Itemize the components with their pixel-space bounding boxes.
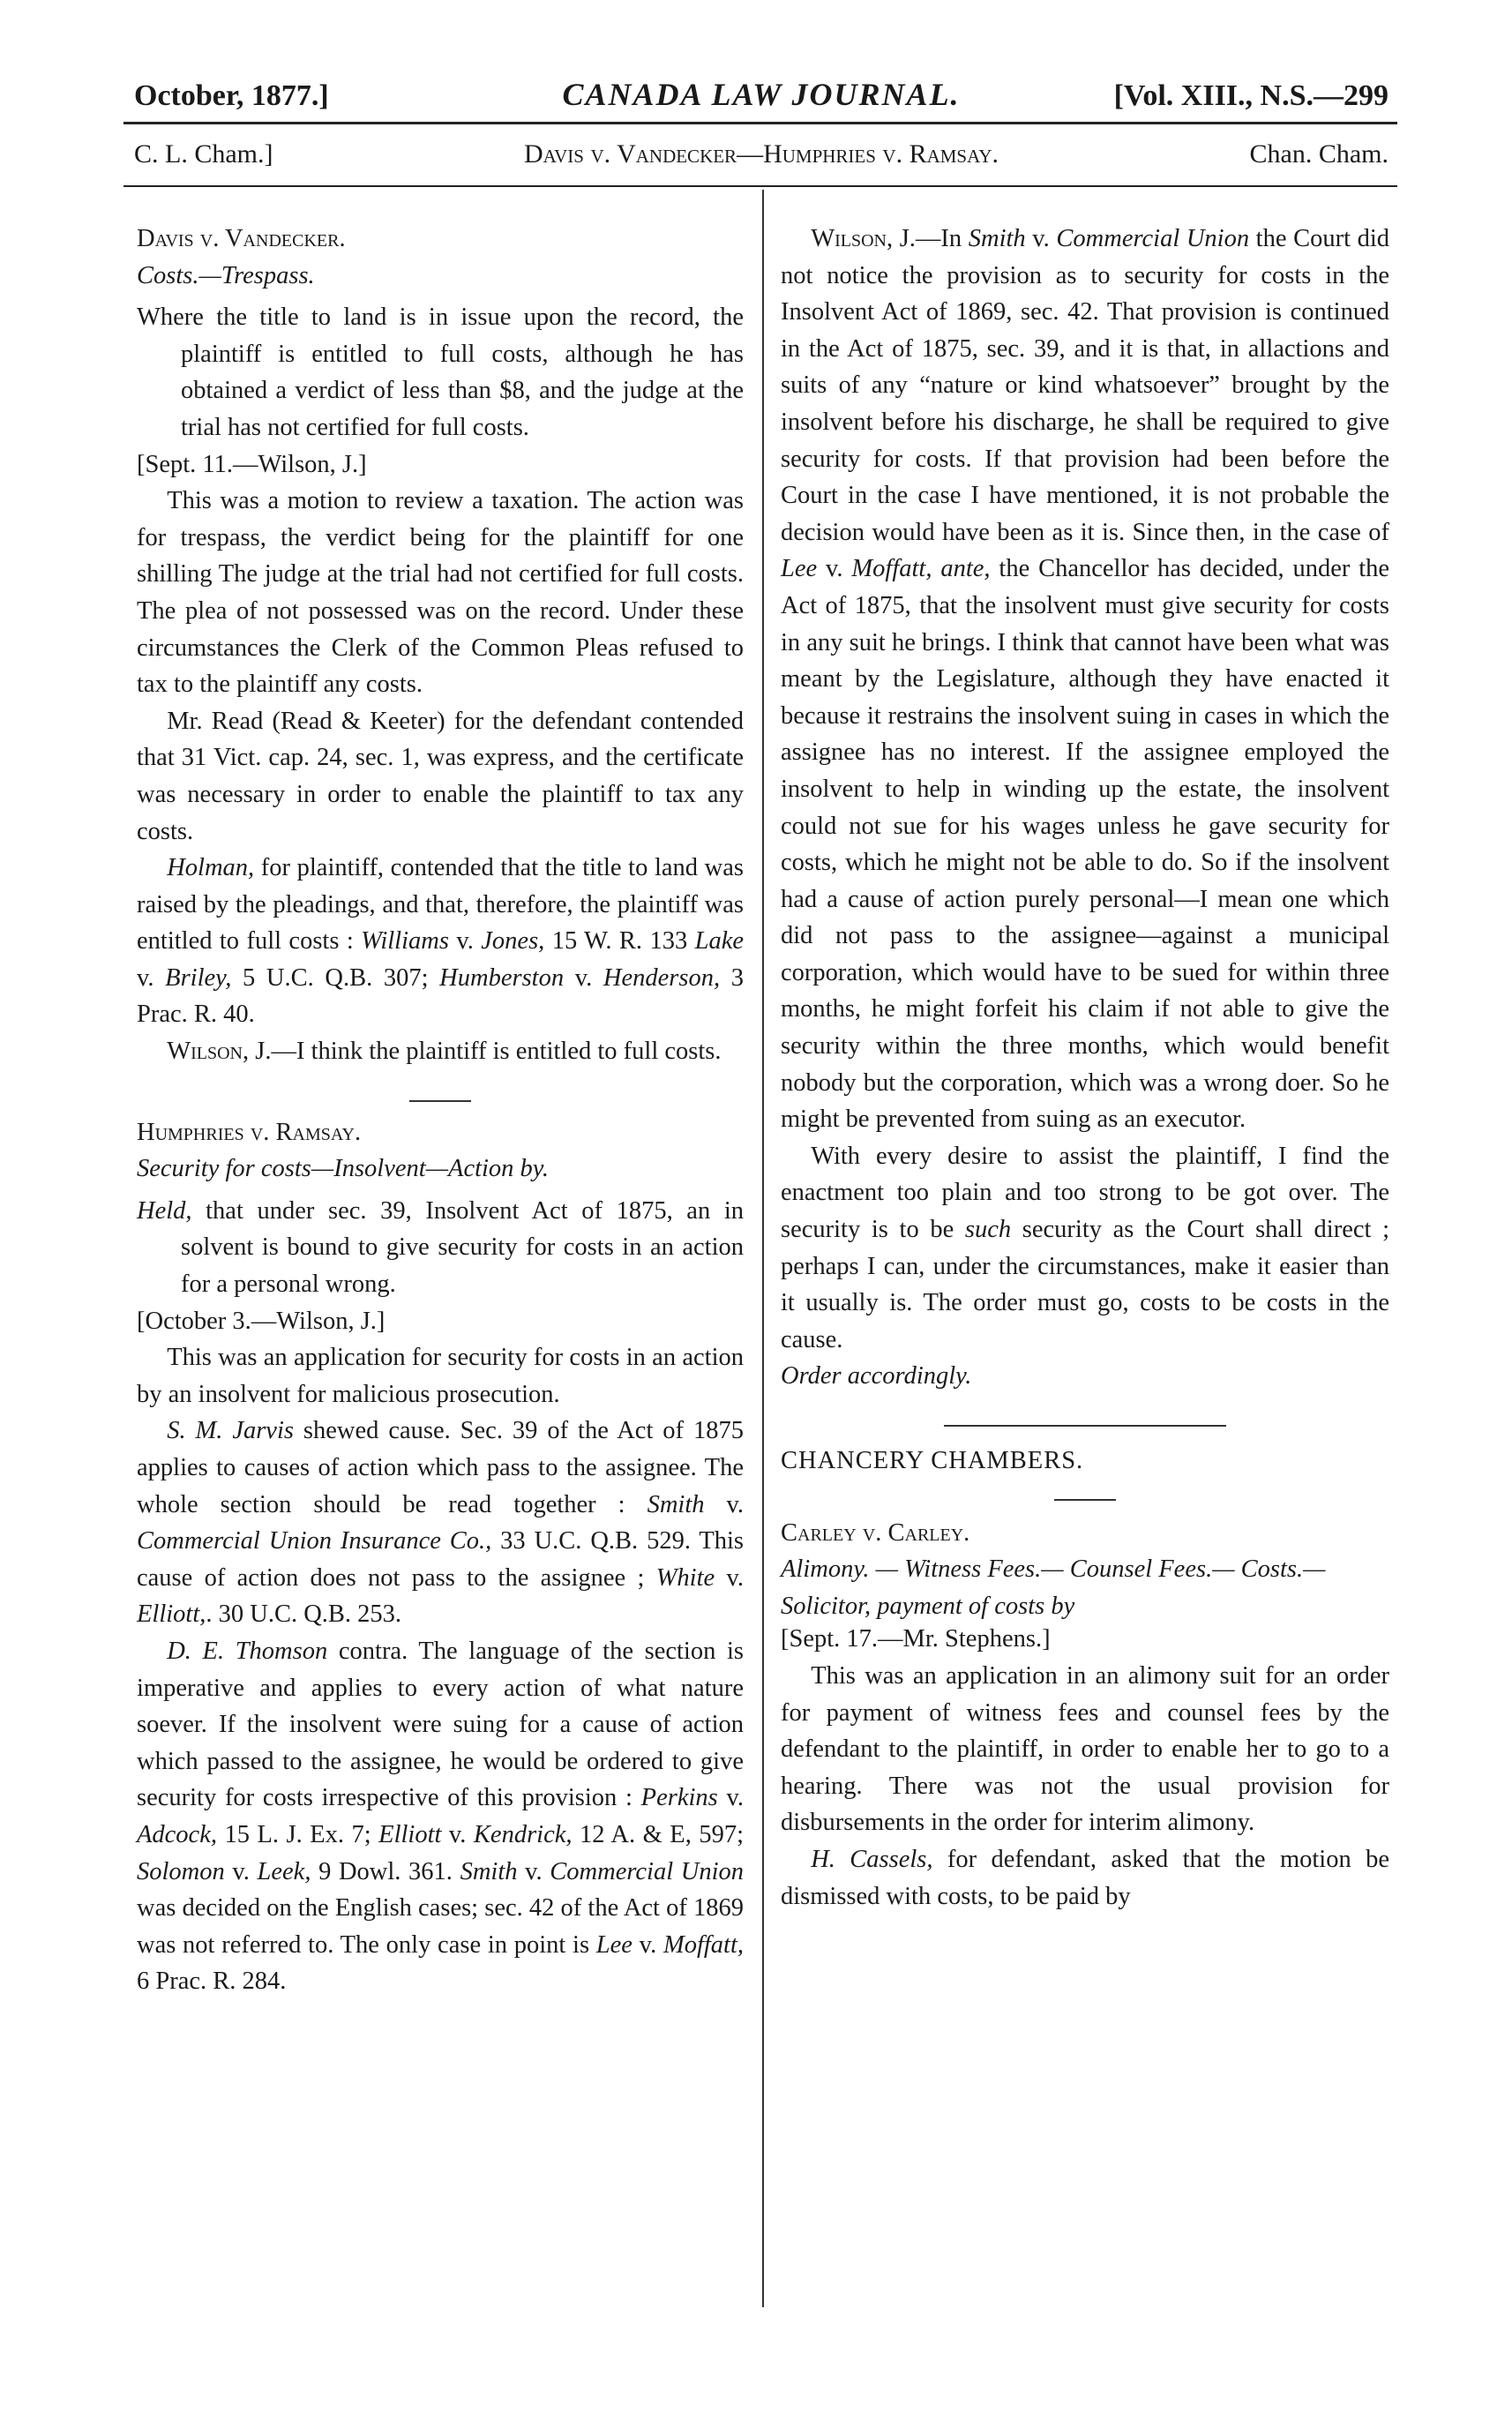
paragraph: H. Cassels, for defendant, asked that the motion be dismissed with costs, to be paid by bbox=[781, 1845, 1389, 1910]
paragraph: This was a motion to review a taxation. The action was for trespass, the verdict being for the plaintiff for one shilling The judge at the trial had not certified for full costs. The plea of not possessed was on the record. Under these circumstances the Clerk of the Common Pleas refused to tax to the plaintiff any costs. bbox=[137, 487, 744, 699]
running-header bbox=[134, 72, 1388, 116]
left-column bbox=[137, 221, 744, 2000]
paragraph: D. E. Thomson contra. The language of the section is imperative and applies to every action of what nature soever. If the insolvent were suing for a cause of action which passed to the assignee, he would be ordered to give security for costs irrespective of this provision : Perkins v. Adcock, 15 L. J. Ex. 7; Elliott v. Kendrick, 12 A. & E, 597; Solomon v. Leek, 9 Dowl. 361. Smith v. Commercial Union was decided on the English cases; sec. 42 of the Act of 1869 was not referred to. The only case in point is Lee v. Moffatt, 6 Prac. R. 284. bbox=[137, 1637, 744, 1996]
cases-label: Davis v. Vandecker—Humphries v. Ramsay. bbox=[523, 139, 999, 169]
decision-date: [Sept. 17.—Mr. Stephens.] bbox=[781, 1625, 1051, 1653]
paragraph: Wilson, J.—I think the plaintiff is entitled to full costs. bbox=[167, 1038, 722, 1066]
right-column bbox=[781, 221, 1389, 1915]
counsel-name: Holman, bbox=[167, 854, 255, 882]
headnote: Held, that under sec. 39, Insolvent Act of 1875, an in solvent is bound to give security for costs in an action for a personal wrong. bbox=[137, 1196, 744, 1299]
volume-page: [Vol. XIII., N.S.—299 bbox=[1113, 79, 1388, 112]
section-header bbox=[134, 139, 1388, 175]
case-title: Carley v. Carley. bbox=[781, 1518, 970, 1547]
decision-date: [October 3.—Wilson, J.] bbox=[137, 1307, 385, 1335]
judge-name: Wilson, J. bbox=[167, 1038, 272, 1066]
paragraph: Mr. Read (Read & Keeter) for the defendant contended that 31 Vict. cap. 24, sec. 1, was express, and the certificate was necessary in order to enable the plaintiff to tax any costs. bbox=[137, 707, 744, 845]
right-section-label: Chan. Cham. bbox=[1249, 139, 1388, 169]
case-subtitle: Solicitor, payment of costs by bbox=[781, 1592, 1075, 1620]
column-divider bbox=[762, 190, 764, 2307]
counsel-name: D. E. Thomson bbox=[167, 1637, 328, 1665]
paragraph: This was an application in an alimony suit for an order for payment of witness fees and counsel fees by the defendant to the plaintiff, in order to enable her to go to a hearing. There was not the usual provision for disbursements in the order for interim alimony. bbox=[781, 1661, 1389, 1837]
paragraph: Wilson, J.—In Smith v. Commercial Union the Court did not notice the provision as to security for costs in the Insolvent Act of 1869, sec. 42. That provision is continued in the Act of 1875, sec. 39, and it is that, in allactions and suits of any “nature or kind whatsoever” brought by the insolvent before his discharge, he shall be required to give security for costs. If that provision had been before the Court in the case I have mentioned, it is not probable the decision would have been as it is. Since then, in the case of Lee v. Moffatt, ante, the Chancellor has decided, under the Act of 1875, that the insolvent must give security for costs in any suit he brings. I think that cannot have been what was meant by the Legislature, although they have enacted it because it restrains the insolvent suing in cases in which the assignee has no interest. If the assignee employed the insolvent to help in winding up the estate, the insolvent could not sue for his wages unless he gave security for costs, which he might not be able to do. So if the insolvent had a cause of action purely personal—I mean one which did not pass to the assignee—against a municipal corporation, which would have to be sued for within three months, he might forfeit his claim if not able to give the security within the three months, which would benefit nobody but the corporation, which was a wrong doer. So he might be prevented from suing as an executor. bbox=[781, 225, 1390, 1134]
left-section-label: C. L. Cham.] bbox=[134, 139, 273, 169]
counsel-name: S. M. Jarvis bbox=[167, 1417, 294, 1445]
headnote: Where the title to land is in issue upon the record, the plaintiff is entitled to full costs, although he has obtained a verdict of less than $8, and the judge at the trial has not certified for full costs. bbox=[137, 304, 744, 441]
issue-date: October, 1877.] bbox=[134, 79, 329, 112]
paragraph: With every desire to assist the plaintiff, I find the enactment too plain and too strong to be got over. The security is to be such security as the Court shall direct ; perhaps I can, under the circumstances, make it easier than it usually is. The order must go, costs to be costs in the cause. bbox=[781, 1142, 1389, 1353]
case-subtitle: Costs.—Trespass. bbox=[137, 261, 315, 289]
paragraph: This was an application for security for costs in an action by an insolvent for malicious prosecution. bbox=[137, 1344, 744, 1408]
header-rule bbox=[124, 122, 1397, 124]
case-subtitle: Security for costs—Insolvent—Action by. bbox=[137, 1155, 550, 1183]
paragraph: S. M. Jarvis shewed cause. Sec. 39 of the Act of 1875 applies to causes of action which pass to the assignee. The whole section should be read together : Smith v. Commercial Union Insurance Co., 33 U.C. Q.B. 529. This cause of action does not pass to the assignee ; White v. Elliott,. 30 U.C. Q.B. 253. bbox=[137, 1417, 744, 1629]
paragraph: Holman, for plaintiff, contended that the title to land was raised by the pleadings, and that, therefore, the plaintiff was entitled to full costs : Williams v. Jones, 15 W. R. 133 Lake v. Briley, 5 U.C. Q.B. 307; Humberston v. Henderson, 3 Prac. R. 40. bbox=[137, 854, 745, 1029]
journal-title: CANADA LAW JOURNAL. bbox=[562, 77, 961, 112]
case-subtitle: Alimony. — Witness Fees.— Counsel Fees.— Costs.— bbox=[781, 1555, 1326, 1584]
case-title: Humphries v. Ramsay. bbox=[137, 1118, 362, 1146]
counsel-name: H. Cassels, bbox=[811, 1845, 933, 1873]
section-rule bbox=[124, 185, 1397, 187]
decision-date: [Sept. 11.—Wilson, J.] bbox=[137, 450, 367, 478]
order-line: Order accordingly. bbox=[781, 1362, 972, 1390]
section-title: CHANCERY CHAMBERS. bbox=[781, 1447, 1084, 1474]
case-title: Davis v. Vandecker. bbox=[137, 225, 346, 252]
judge-name: Wilson, J. bbox=[811, 225, 916, 252]
